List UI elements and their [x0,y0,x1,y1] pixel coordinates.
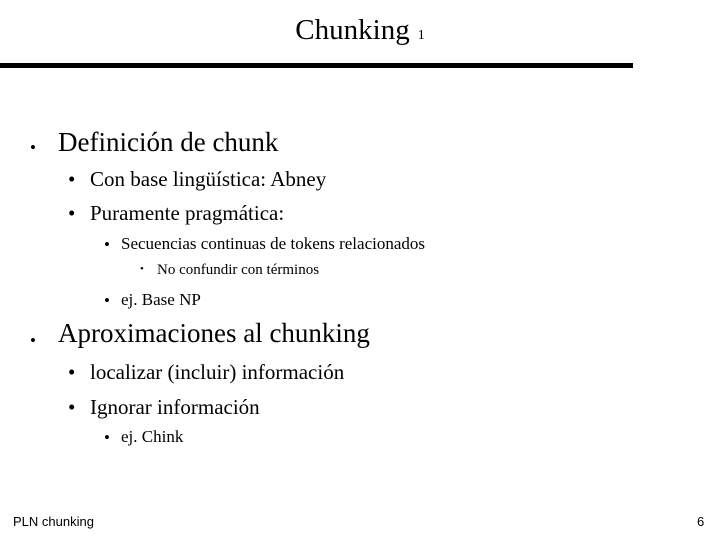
bullet-icon: • [104,235,110,254]
footer-course-label: PLN chunking [13,514,94,529]
bullet-icon: • [68,395,76,419]
bullet-aproximaciones: Aproximaciones al chunking [58,318,370,348]
slide-title: Chunking [295,14,410,46]
subbullet-base-np: ej. Base NP [121,290,201,309]
subbullet-no-confundir: No confundir con términos [157,262,320,278]
slide-title-part-number: 1 [417,28,425,43]
subbullet-ignorar: Ignorar información [90,395,260,419]
bullet-icon: • [30,138,36,157]
bullet-icon: • [104,291,110,310]
subbullet-pragmatica: Puramente pragmática: [90,201,285,225]
bullet-icon: • [104,428,110,447]
bullet-definicion: Definición de chunk [58,127,279,157]
bullet-icon: • [68,201,76,225]
bullet-icon: • [68,167,76,191]
subbullet-secuencias: Secuencias continuas de tokens relacionados [121,234,426,253]
bullet-icon: • [140,263,144,275]
subbullet-localizar: localizar (incluir) información [90,360,345,384]
subbullet-chink: ej. Chink [121,427,184,446]
bullet-icon: • [68,360,76,384]
page-number: 6 [697,514,705,529]
subbullet-abney: Con base lingüística: Abney [90,167,327,191]
bullet-icon: • [30,331,36,350]
title-divider [0,63,633,68]
slide-title-area [0,14,720,47]
